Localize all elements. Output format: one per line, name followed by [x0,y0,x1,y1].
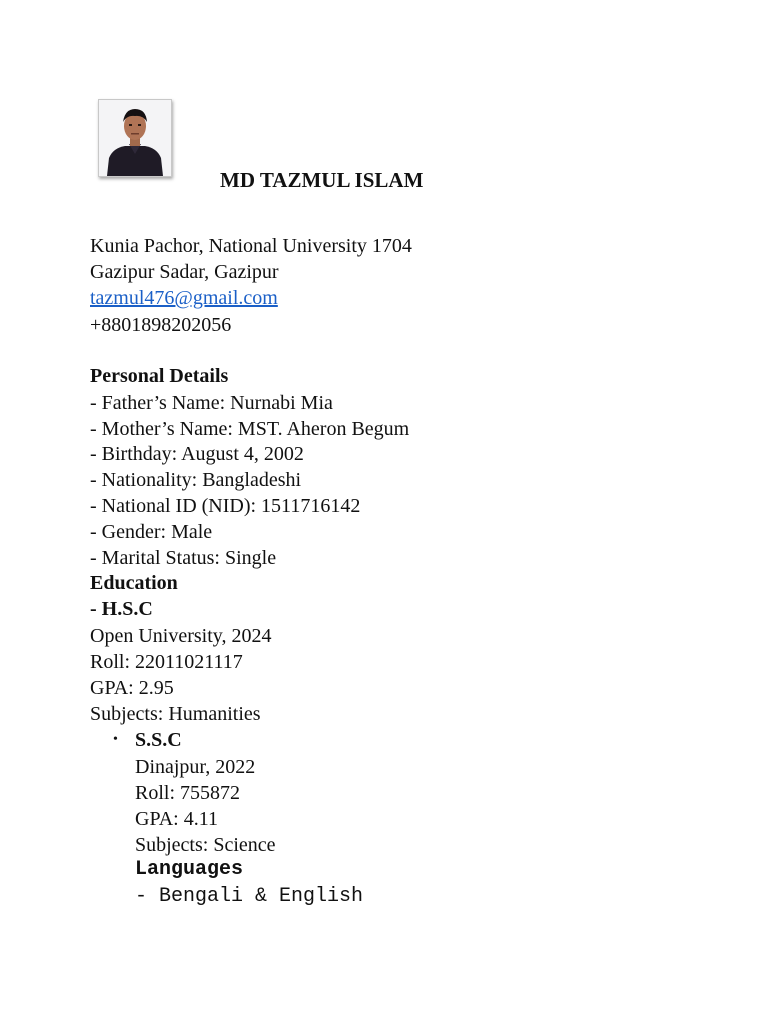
hsc-title: - H.S.C [90,598,153,620]
phone-number: +8801898202056 [90,314,232,336]
languages-value: - Bengali & English [135,885,364,908]
ssc-roll: Roll: 755872 [135,782,241,804]
candidate-name: MD TAZMUL ISLAM [220,168,424,192]
address-line-1: Kunia Pachor, National University 1704 [90,235,412,257]
hsc-institution: Open University, 2024 [90,625,272,647]
ssc-bullet: • [113,732,118,747]
email-link[interactable]: tazmul476@gmail.com [90,287,278,309]
personal-item-nationality: - Nationality: Bangladeshi [90,469,302,491]
personal-item-mother: - Mother’s Name: MST. Aheron Begum [90,418,410,440]
personal-item-birthday: - Birthday: August 4, 2002 [90,443,304,465]
hsc-subjects: Subjects: Humanities [90,703,261,725]
profile-photo [98,99,172,177]
education-heading: Education [90,572,178,594]
hsc-gpa: GPA: 2.95 [90,677,174,699]
ssc-gpa: GPA: 4.11 [135,808,218,830]
ssc-subjects: Subjects: Science [135,834,276,856]
ssc-institution: Dinajpur, 2022 [135,756,256,778]
languages-heading: Languages [135,858,244,881]
profile-photo-image [99,100,171,176]
personal-item-gender: - Gender: Male [90,521,213,543]
personal-details-heading: Personal Details [90,365,229,387]
ssc-title: S.S.C [135,729,182,751]
personal-item-nid: - National ID (NID): 1511716142 [90,495,361,517]
address-line-2: Gazipur Sadar, Gazipur [90,261,279,283]
personal-item-marital-status: - Marital Status: Single [90,547,277,569]
personal-item-father: - Father’s Name: Nurnabi Mia [90,392,333,414]
hsc-roll: Roll: 22011021117 [90,651,243,673]
